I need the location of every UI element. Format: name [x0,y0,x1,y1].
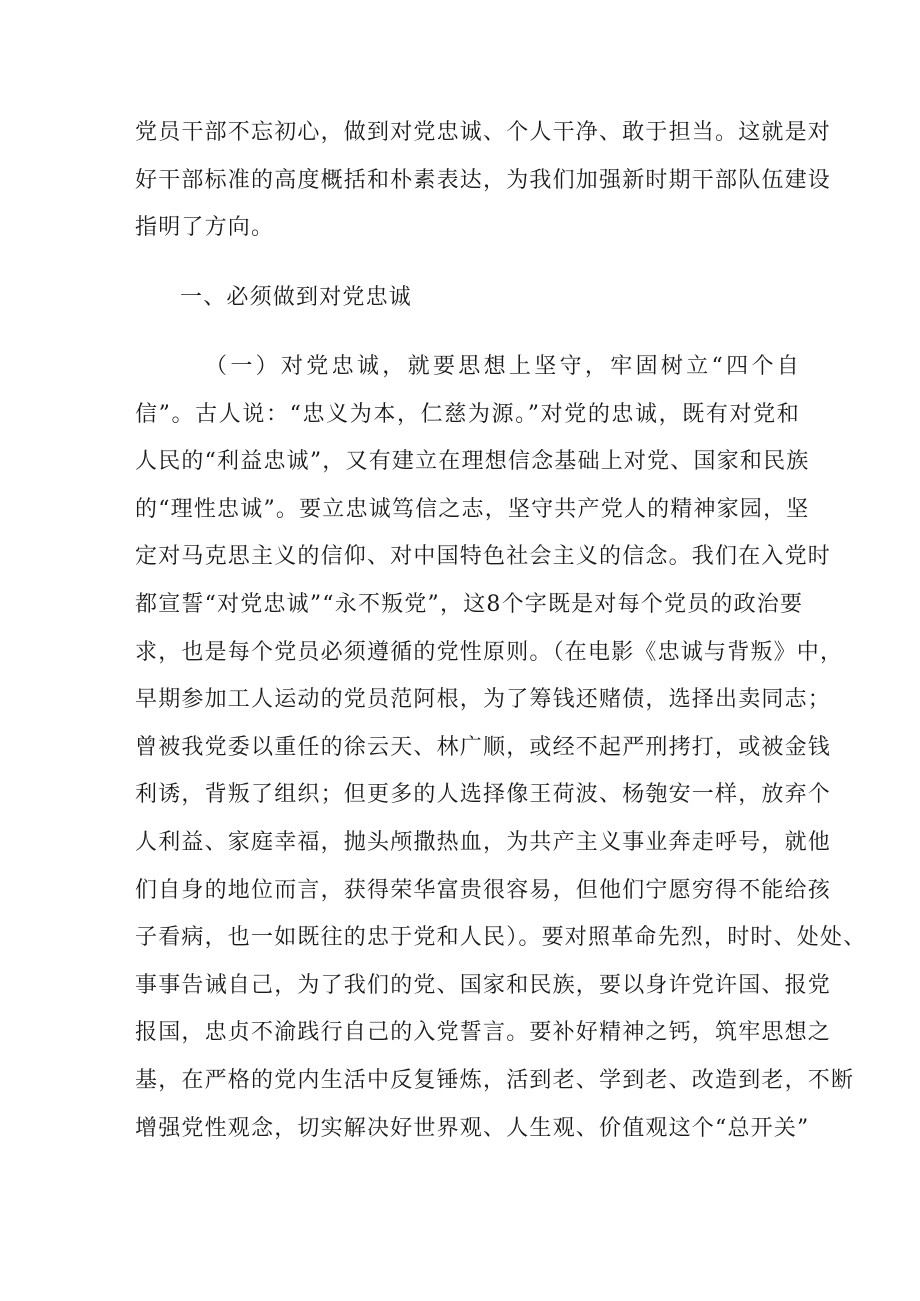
text-line: 好干部标准的高度概括和朴素表达，为我们加强新时期干部队伍建设 [135,167,832,193]
text-line: 们自身的地位而言，获得荣华富贵很容易，但他们宁愿穷得不能给孩 [135,877,832,903]
text-line: 党员干部不忘初心，做到对党忠诚、个人干净、敢于担当。这就是对 [135,120,832,145]
text-line: 基，在严格的党内生活中反复锤炼，活到老、学到老、改造到老，不断 [135,1067,855,1093]
text-line: 曾被我党委以重任的徐云天、林广顺，或经不起严刑拷打，或被金钱 [135,734,832,760]
text-line: 报国，忠贞不渝践行自己的入党誓言。要补好精神之钙，筑牢思想之 [135,1020,832,1046]
text-line: 利诱，背叛了组织；但更多的人选择像王荷波、杨匏安一样，放弃个 [135,782,832,808]
intro-paragraph [135,109,832,252]
text-line: 人民的“利益忠诚”，又有建立在理想信念基础上对党、国家和民族 [135,449,810,475]
text-line: 都宣誓“对党忠诚”“永不叛党”，这8个字既是对每个党员的政治要 [135,591,804,617]
text-line: 人利益、家庭幸福，抛头颅撒热血，为共产主义事业奔走呼号，就他 [135,829,832,855]
text-line: 早期参加工人运动的党员范阿根，为了筹钱还赌债，选择出卖同志； [135,687,832,713]
text-line: 增强党性观念，切实解决好世界观、人生观、价值观这个“总开关” [135,1115,810,1141]
text-line: 事事告诫自己，为了我们的党、国家和民族，要以身许党许国、报党 [135,972,832,998]
text-line: 信”。古人说：“忠义为本，仁慈为源。”对党的忠诚，既有对党和 [135,401,800,427]
section-heading: 一、必须做到对党忠诚 [180,285,413,310]
text-line: 定对马克思主义的信仰、对中国特色社会主义的信念。我们在入党时 [135,544,832,570]
text-line: 子看病，也一如既往的忠于党和人民）。要对照革命先烈，时时、处处、 [135,925,867,951]
text-line: （一）对党忠诚，就要思想上坚守，牢固树立“四个自 [205,354,800,379]
body-paragraph [135,343,867,1152]
text-line: 求，也是每个党员必须遵循的党性原则。（在电影《忠诚与背叛》中， [135,639,844,665]
text-line: 指明了方向。 [135,215,275,241]
text-line: 的“理性忠诚”。要立忠诚笃信之志，坚守共产党人的精神家园，坚 [135,496,810,522]
